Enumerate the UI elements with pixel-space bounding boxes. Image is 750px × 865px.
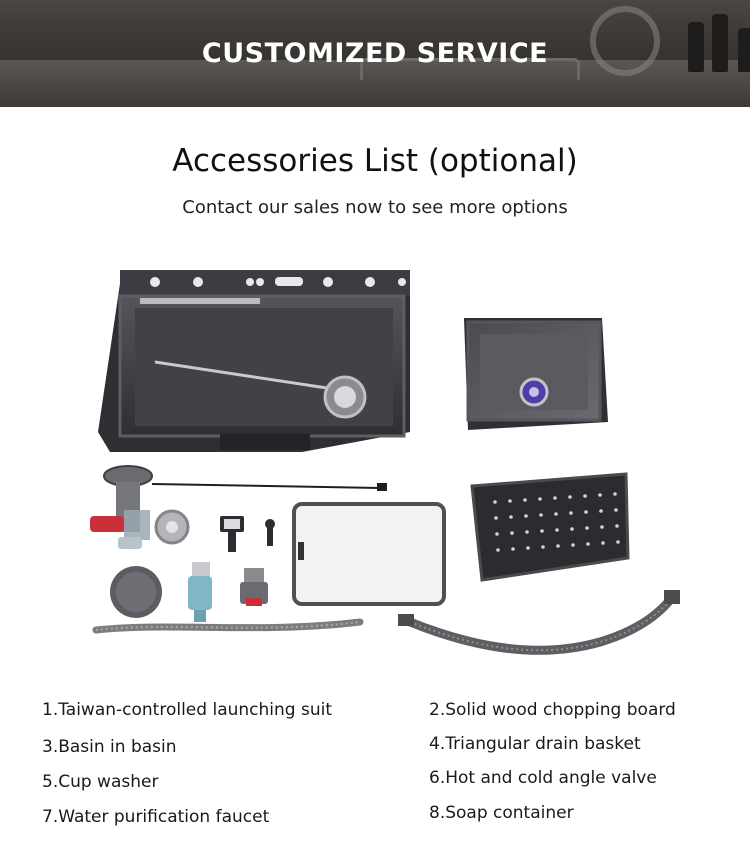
basin-in-basin	[464, 318, 608, 430]
product-illustration	[80, 262, 700, 672]
drain-basket	[472, 474, 628, 580]
accessories-list	[0, 695, 750, 835]
banner	[0, 0, 750, 107]
small-fittings	[110, 562, 268, 622]
list-item: 4.Triangular drain basket	[429, 734, 641, 754]
list-item: 3.Basin in basin	[42, 737, 177, 757]
list-item: 5.Cup washer	[42, 772, 159, 792]
list-item: 6.Hot and cold angle valve	[429, 768, 657, 788]
list-item: 2.Solid wood chopping board	[429, 700, 676, 720]
list-item: 7.Water purification faucet	[42, 807, 270, 827]
chopping-board	[294, 504, 444, 604]
list-item: 8.Soap container	[429, 803, 574, 823]
main-sink	[98, 270, 410, 452]
banner-title: CUSTOMIZED SERVICE	[201, 38, 549, 69]
page-subtitle: Contact our sales now to see more options	[182, 197, 568, 218]
list-item: 1.Taiwan-controlled launching suit	[42, 700, 332, 720]
page-title: Accessories List (optional)	[172, 143, 578, 179]
